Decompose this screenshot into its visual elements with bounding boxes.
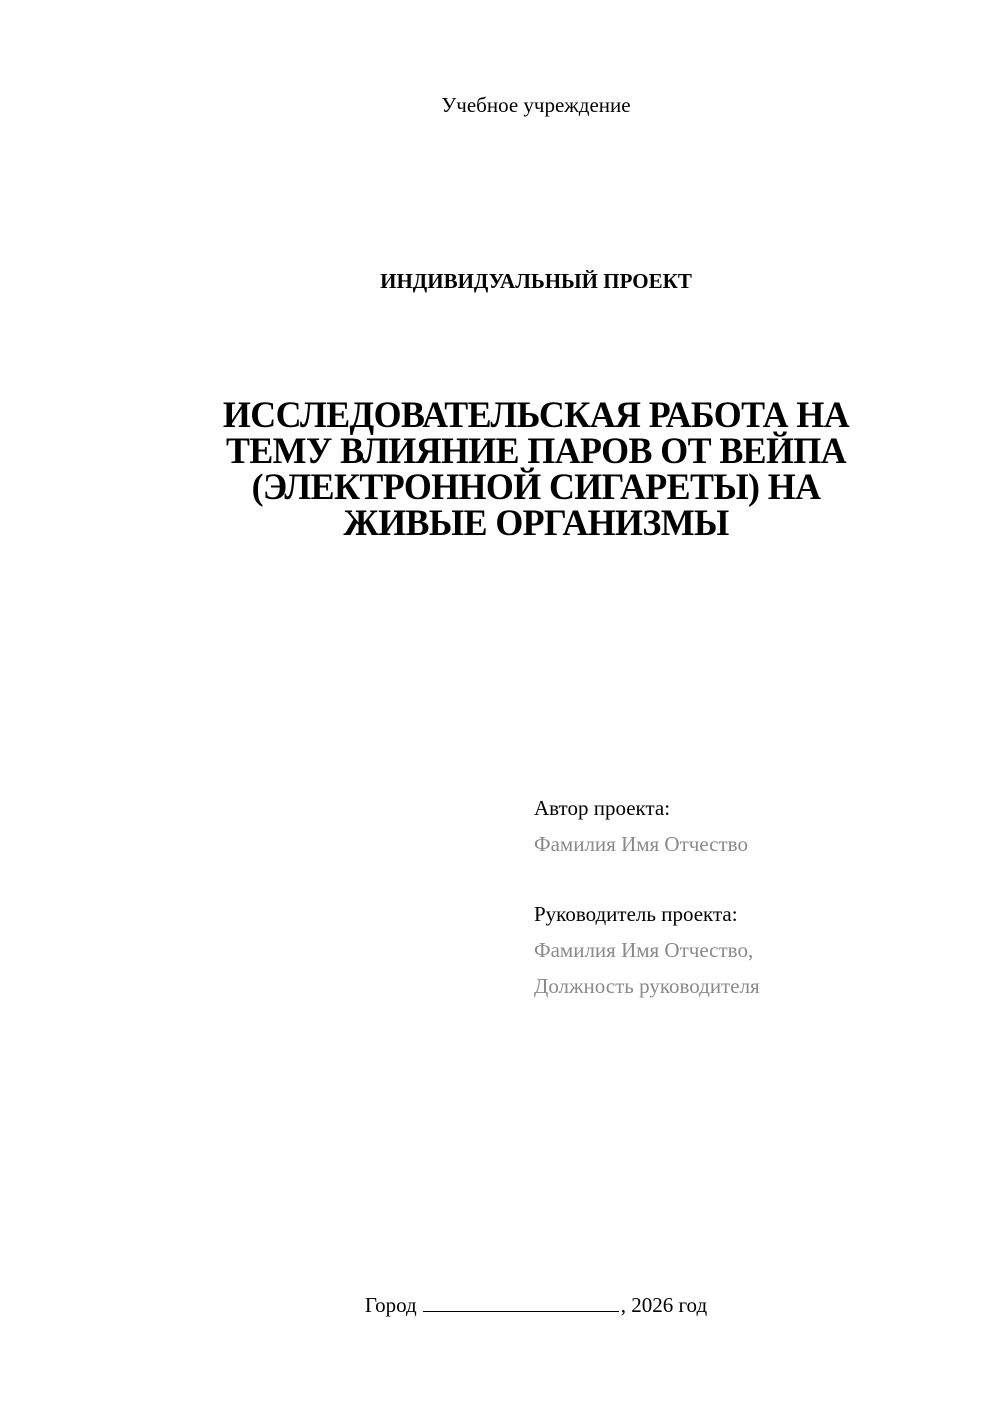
city-label: Город: [364, 1293, 417, 1317]
supervisor-label: Руководитель проекта:: [534, 902, 738, 926]
title-line: ИССЛЕДОВАТЕЛЬСКАЯ РАБОТА НА: [222, 395, 850, 436]
title-line: ЖИВЫЕ ОРГАНИЗМЫ: [343, 503, 729, 544]
project-title: [162, 395, 911, 544]
city-blank-underline: [423, 1293, 619, 1312]
spacer: [534, 862, 954, 896]
supervisor-name-placeholder: Фамилия Имя Отчество,: [534, 938, 754, 962]
author-name-placeholder: Фамилия Имя Отчество: [534, 832, 748, 856]
city-year-line: [0, 1292, 1000, 1318]
project-type-heading: ИНДИВИДУАЛЬНЫЙ ПРОЕКТ: [380, 269, 692, 293]
author-label: Автор проекта:: [534, 796, 671, 820]
year-text: , 2026 год: [620, 1293, 708, 1317]
institution-name: Учебное учреждение: [441, 93, 631, 117]
title-line: ТЕМУ ВЛИЯНИЕ ПАРОВ ОТ ВЕЙПА: [225, 431, 847, 472]
title-line: (ЭЛЕКТРОННОЙ СИГАРЕТЫ) НА: [251, 467, 821, 508]
supervisor-position-placeholder: Должность руководителя: [534, 974, 760, 998]
credits-block: [534, 790, 954, 1004]
